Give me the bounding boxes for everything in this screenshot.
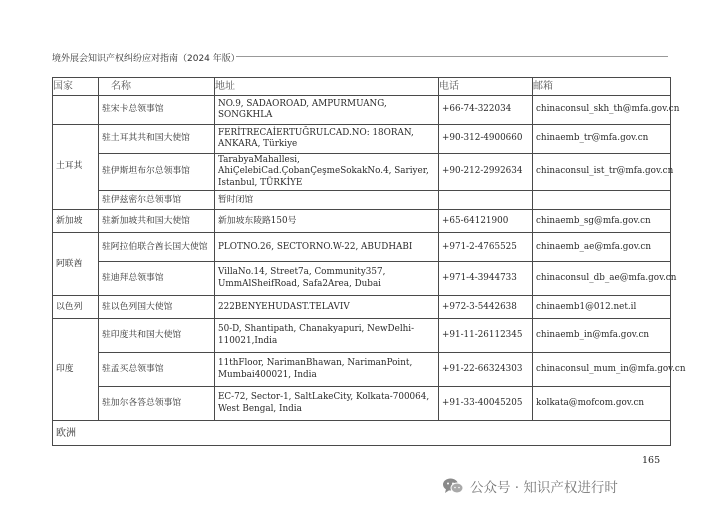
address-cell: TarabyaMahallesi, AhiÇelebiCad.ÇobanÇeşmeSokakNo.4, Sariyer, Istanbul, TÜRKİYE [215, 154, 439, 191]
watermark-text: 公众号 · 知识产权进行时 [470, 480, 618, 496]
table-row [53, 233, 671, 262]
phone-cell: +90-212-2992634 [439, 154, 533, 191]
embassy-contact-table [52, 77, 686, 446]
country-cell: 阿联酋 [53, 233, 99, 296]
mission-name-cell: 驻印度共和国大使馆 [99, 319, 215, 353]
email-cell: chinaconsul_db_ae@mfa.gov.cn [533, 262, 671, 296]
table-row [53, 210, 671, 233]
header-divider [236, 56, 668, 57]
table-row [53, 387, 671, 421]
email-cell: kolkata@mofcom.gov.cn [533, 387, 671, 421]
address-cell: FERİTRECAİERTUĞRULCAD.NO: 18ORAN, ANKARA, Türkiye [215, 125, 439, 154]
address-cell: 50-D, Shantipath, Chanakyapuri, NewDelhi-110021,India [215, 319, 439, 353]
table-section-row [53, 421, 671, 446]
phone-cell [439, 191, 533, 210]
table-row [53, 191, 671, 210]
email-cell: chinaemb_sg@mfa.gov.cn [533, 210, 671, 233]
phone-cell: +91-11-26112345 [439, 319, 533, 353]
wechat-icon [442, 477, 464, 495]
address-cell: EC-72, Sector-1, SaltLakeCity, Kolkata-700064, West Bengal, India [215, 387, 439, 421]
table-row [53, 296, 671, 319]
address-cell: 11thFloor, NarimanBhawan, NarimanPoint, Mumbai400021, India [215, 353, 439, 387]
address-cell: 222BENYEHUDAST.TELAVIV [215, 296, 439, 319]
table-row [53, 319, 671, 353]
mission-name-cell: 驻阿拉伯联合酋长国大使馆 [99, 233, 215, 262]
address-cell: PLOTNO.26, SECTORNO.W-22, ABUDHABI [215, 233, 439, 262]
country-cell: 土耳其 [53, 125, 99, 210]
phone-cell: +971-2-4765525 [439, 233, 533, 262]
email-cell: chinaconsul_skh_th@mfa.gov.cn [533, 96, 671, 125]
phone-cell: +91-22-66324303 [439, 353, 533, 387]
email-cell: chinaemb1@012.net.il [533, 296, 671, 319]
mission-name-cell: 驻以色列国大使馆 [99, 296, 215, 319]
column-header-country: 国家 [53, 78, 99, 96]
column-header-phone: 电话 [439, 78, 533, 96]
address-cell: 新加坡东陵路150号 [215, 210, 439, 233]
phone-cell: +66-74-322034 [439, 96, 533, 125]
address-cell: NO.9, SADAOROAD, AMPURMUANG, SONGKHLA [215, 96, 439, 125]
phone-cell: +90-312-4900660 [439, 125, 533, 154]
mission-name-cell: 驻伊兹密尔总领事馆 [99, 191, 215, 210]
phone-cell: +91-33-40045205 [439, 387, 533, 421]
phone-cell: +65-64121900 [439, 210, 533, 233]
page-header-title: 境外展会知识产权纠纷应对指南（2024 年版） [52, 54, 240, 64]
table-row [53, 96, 671, 125]
table-row [53, 154, 671, 191]
email-cell [533, 191, 671, 210]
country-cell [53, 96, 99, 125]
table-row [53, 125, 671, 154]
email-cell: chinaconsul_mum_in@mfa.gov.cn [533, 353, 671, 387]
email-cell: chinaemb_tr@mfa.gov.cn [533, 125, 671, 154]
country-cell: 以色列 [53, 296, 99, 319]
column-header-address: 地址 [215, 78, 439, 96]
table-row [53, 262, 671, 296]
mission-name-cell: 驻土耳其共和国大使馆 [99, 125, 215, 154]
country-cell: 印度 [53, 319, 99, 421]
page-number: 165 [642, 455, 661, 466]
email-cell: chinaemb_ae@mfa.gov.cn [533, 233, 671, 262]
column-header-name: 名称 [99, 78, 215, 96]
column-header-email: 邮箱 [533, 78, 671, 96]
mission-name-cell: 驻新加坡共和国大使馆 [99, 210, 215, 233]
table-row [53, 353, 671, 387]
phone-cell: +971-4-3944733 [439, 262, 533, 296]
country-cell: 新加坡 [53, 210, 99, 233]
watermark [442, 476, 618, 496]
mission-name-cell: 驻孟买总领事馆 [99, 353, 215, 387]
address-cell: VillaNo.14, Street7a, Community357, UmmAlSheifRoad, Safa2Area, Dubai [215, 262, 439, 296]
mission-name-cell: 驻加尔各答总领事馆 [99, 387, 215, 421]
email-cell: chinaemb_in@mfa.gov.cn [533, 319, 671, 353]
mission-name-cell: 驻宋卡总领事馆 [99, 96, 215, 125]
email-cell: chinaconsul_ist_tr@mfa.gov.cn [533, 154, 671, 191]
address-cell: 暂时闭馆 [215, 191, 439, 210]
section-label-europe: 欧洲 [53, 421, 671, 446]
table-header-row [53, 78, 671, 96]
mission-name-cell: 驻迪拜总领事馆 [99, 262, 215, 296]
mission-name-cell: 驻伊斯坦布尔总领事馆 [99, 154, 215, 191]
phone-cell: +972-3-5442638 [439, 296, 533, 319]
